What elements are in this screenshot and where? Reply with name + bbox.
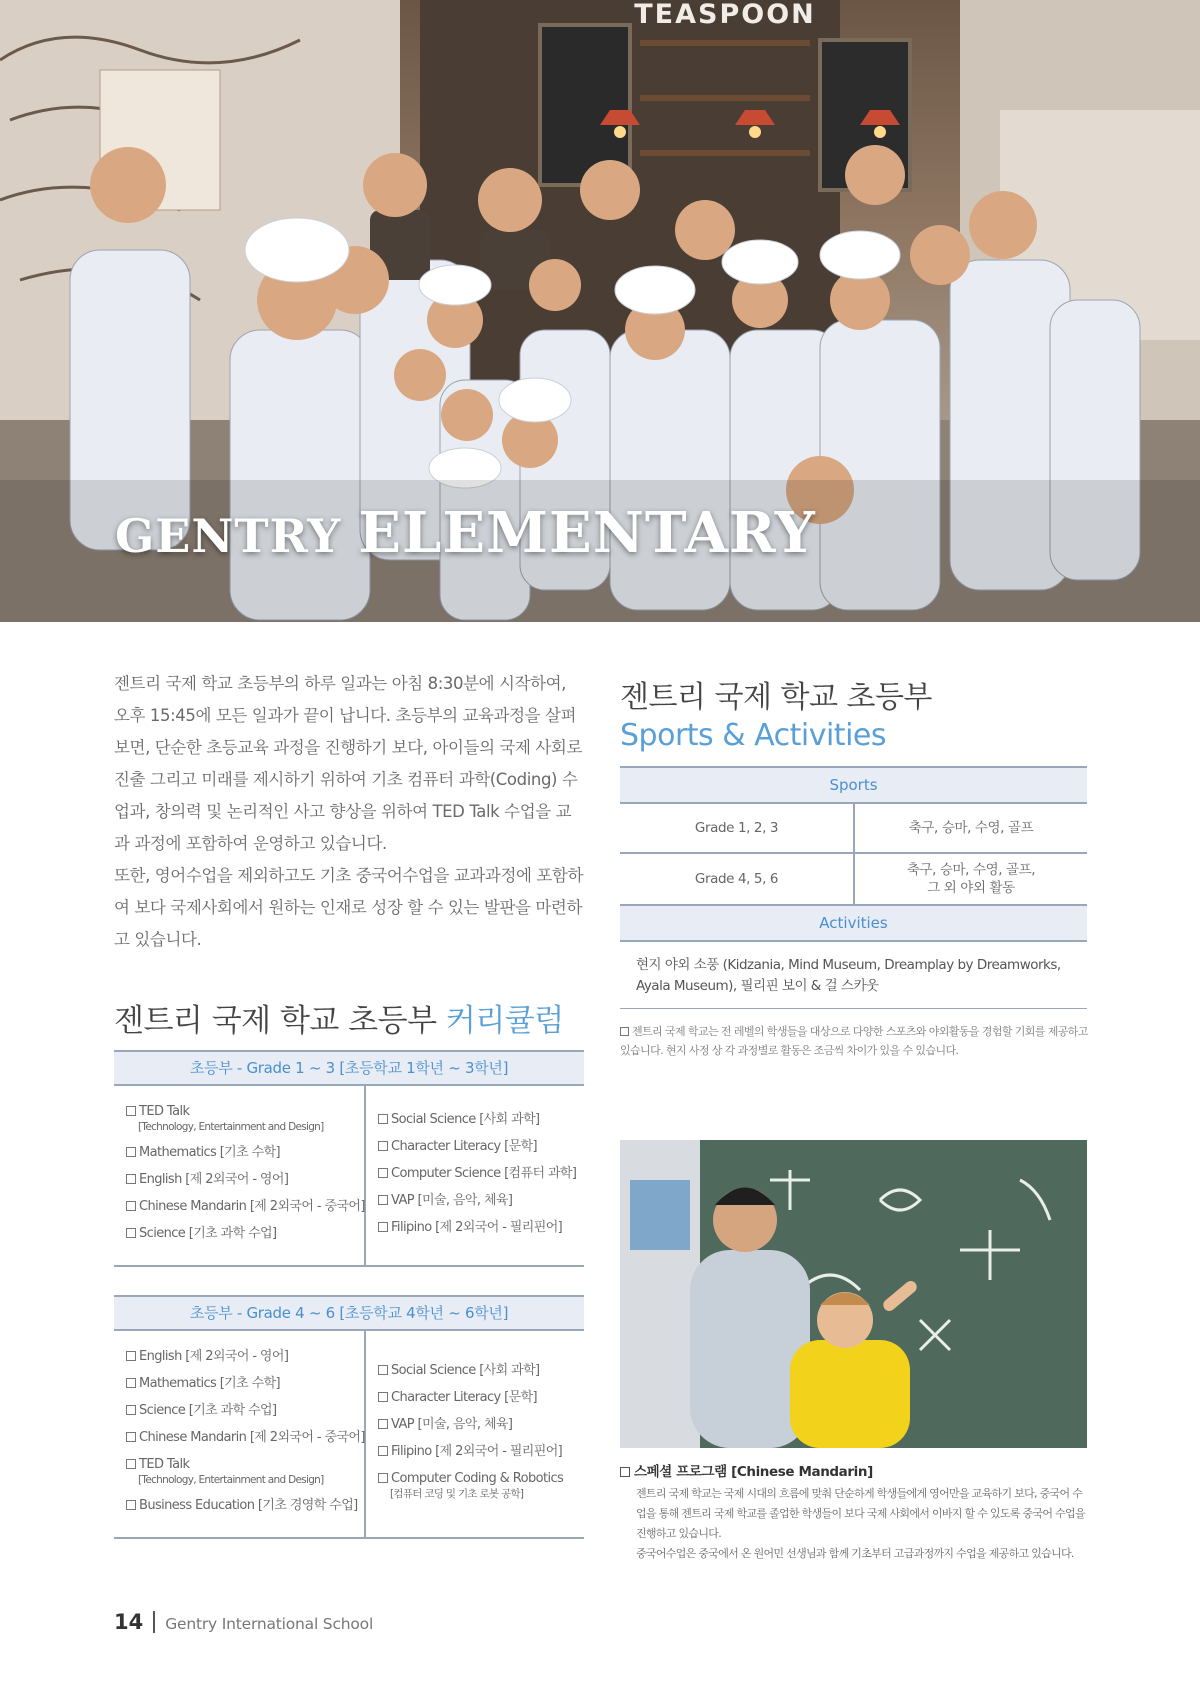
sports-note: 젠트리 국제 학교는 전 레벨의 학생들을 대상으로 다양한 스포츠와 야외활동을 경험할 기회를 제공하고 있습니다. 현지 사정 상 각 과정별로 활동은 조금씩 차이가 있을 수 있습니다. [620,1025,1088,1057]
subject-item: TED Talk [Technology, Entertainment and Design] [126,1457,364,1487]
subject-item: Science [기초 과학 수업] [126,1403,364,1419]
cafe-sign: TEASPOON [634,0,816,30]
subject-item: Filipino [제 2외국어 - 필리핀어] [378,1220,584,1236]
checkbox-icon [126,1228,136,1238]
checkbox-icon [378,1168,388,1178]
checkbox-icon [126,1351,136,1361]
checkbox-icon [126,1432,136,1442]
hero-photo [0,0,1200,622]
checkbox-icon [378,1446,388,1456]
subject-item: TED Talk [Technology, Entertainment and Design] [126,1104,364,1134]
checkbox-icon [126,1405,136,1415]
sports-activities-title [620,672,932,753]
grade-cell: Grade 1, 2, 3 [620,803,854,853]
checkbox-icon [378,1114,388,1124]
title-gentry: GENTRY [115,509,359,563]
subject-item: Chinese Mandarin [제 2외국어 - 중국어] [126,1430,364,1446]
subject-item: Character Literacy [문학] [378,1139,584,1155]
subject-item: VAP [미술, 음악, 체육] [378,1417,584,1433]
divider [620,1008,1087,1009]
checkbox-icon [378,1419,388,1429]
subject-list-left [114,1086,366,1265]
school-name: Gentry International School [165,1615,374,1633]
subject-item: Character Literacy [문학] [378,1390,584,1406]
sports-cell: 축구, 승마, 수영, 골프 [854,803,1087,853]
checkbox-icon [378,1365,388,1375]
sports-header: Sports [620,767,1087,803]
curriculum-table-grade-1-3 [114,1050,584,1267]
checkbox-icon [620,1467,630,1477]
checkbox-icon [378,1222,388,1232]
sports-table [620,766,1087,942]
checkbox-icon [126,1378,136,1388]
checkbox-icon [620,1027,629,1036]
subject-item: Computer Science [컴퓨터 과학] [378,1166,584,1182]
intro-text [114,668,584,956]
subject-item: Social Science [사회 과학] [378,1363,584,1379]
checkbox-icon [378,1141,388,1151]
sports-title-english: Sports & Activities [620,718,886,753]
page-number: 14 [114,1610,144,1634]
mandarin-title: 스페셜 프로그램 [Chinese Mandarin] [620,1460,1090,1480]
subject-item: Mathematics [기초 수학] [126,1145,364,1161]
subject-item: Social Science [사회 과학] [378,1112,584,1128]
mandarin-body-2: 중국어수업은 중국에서 온 원어민 선생님과 함께 기초부터 고급과정까지 수업을 제공하고 있습니다. [636,1547,1074,1560]
sports-title-korean: 젠트리 국제 학교 초등부 [620,680,932,715]
subject-item: Science [기초 과학 수업] [126,1226,364,1242]
mandarin-class-photo [620,1140,1087,1448]
footer-divider [153,1611,155,1633]
mandarin-program [620,1460,1090,1564]
checkbox-icon [126,1201,136,1211]
subject-list-right [366,1331,584,1537]
checkbox-icon [126,1500,136,1510]
section-title [115,500,816,566]
classroom-illustration [620,1140,1087,1448]
subject-item: Mathematics [기초 수학] [126,1376,364,1392]
intro-paragraph-2: 또한, 영어수업을 제외하고도 기초 중국어수업을 교과과정에 포함하여 보다 국제사회에서 원하는 인재로 성장 할 수 있는 발판을 마련하고 있습니다. [114,866,584,949]
mandarin-body-1: 젠트리 국제 학교는 국제 시대의 흐름에 맞춰 단순하게 학생들에게 영어만을 교육하기 보다, 중국어 수업을 통해 젠트리 국제 학교를 졸업한 학생들이 보다 국제 사회에서 이바지 할 수 있도록 중국어 수업을 진행하고 있습니다. [636,1487,1085,1540]
curriculum-title-main: 젠트리 국제 학교 초등부 [114,1003,446,1039]
subject-item: Filipino [제 2외국어 - 필리핀어] [378,1444,584,1460]
subject-item: Computer Coding & Robotics [컴퓨터 코딩 및 기초 로봇 공학] [378,1471,584,1501]
activities-text: 현지 야외 소풍 (Kidzania, Mind Museum, Dreamplay by Dreamworks, Ayala Museum), 필리핀 보이 & 걸 스카웃 [636,957,1061,994]
intro-paragraph-1: 젠트리 국제 학교 초등부의 하루 일과는 아침 8:30분에 시작하여, 오후 15:45에 모든 일과가 끝이 납니다. 초등부의 교육과정을 살펴보면, 단순한 초등교육 과정을 진행하기 보다, 아이들의 국제 사회로 진출 그리고 미래를 제시하기 위하여 기초 컴퓨터 과학(Coding) 수업과, 창의력 및 논리적인 사고 향상을 위하여 TED Talk 수업을 교과 과정에 포함하여 운영하고 있습니다. [114,674,583,853]
grade-cell: Grade 4, 5, 6 [620,853,854,905]
subject-item: English [제 2외국어 - 영어] [126,1349,364,1365]
subject-list-left [114,1331,366,1537]
checkbox-icon [126,1459,136,1469]
subject-item: Chinese Mandarin [제 2외국어 - 중국어] [126,1199,364,1215]
subject-item: VAP [미술, 음악, 체육] [378,1193,584,1209]
activities-header: Activities [620,905,1087,941]
checkbox-icon [378,1195,388,1205]
table-header: 초등부 - Grade 1 ~ 3 [초등학교 1학년 ~ 3학년] [114,1050,584,1086]
checkbox-icon [126,1174,136,1184]
subject-item: English [제 2외국어 - 영어] [126,1172,364,1188]
curriculum-title [114,995,564,1040]
checkbox-icon [126,1147,136,1157]
sports-cell: 축구, 승마, 수영, 골프, 그 외 야외 활동 [854,853,1087,905]
checkbox-icon [378,1473,388,1483]
curriculum-title-accent: 커리큘럼 [445,1003,564,1039]
subject-item: Business Education [기초 경영학 수업] [126,1498,364,1514]
subject-list-right [366,1086,584,1265]
checkbox-icon [378,1392,388,1402]
table-header: 초등부 - Grade 4 ~ 6 [초등학교 4학년 ~ 6학년] [114,1295,584,1331]
curriculum-table-grade-4-6 [114,1295,584,1539]
checkbox-icon [126,1106,136,1116]
page-footer [114,1610,373,1634]
title-elementary: ELEMENTARY [358,500,816,566]
